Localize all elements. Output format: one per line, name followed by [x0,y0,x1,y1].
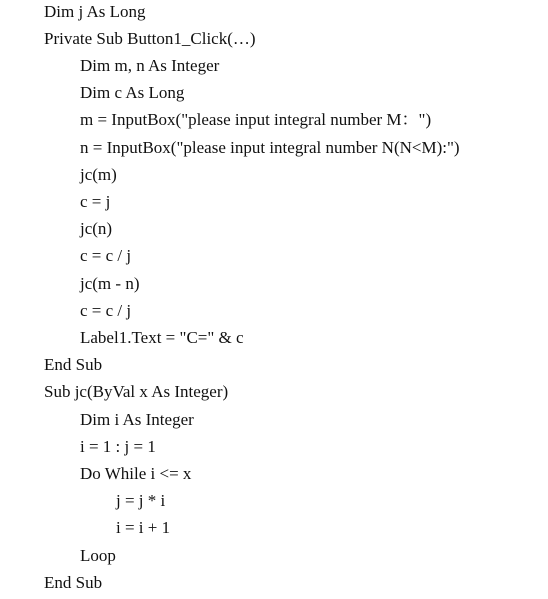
code-line: End Sub [44,355,103,374]
code-line: Dim m, n As Integer [80,56,220,75]
code-line: Sub jc(ByVal x As Integer) [44,382,229,401]
code-line: Private Sub Button1_Click(…) [44,29,256,48]
code-line: End Sub [44,573,103,592]
code-line: c = c / j [80,246,132,265]
code-line: c = j [80,192,111,211]
code-line: Loop [80,546,116,565]
code-line: Dim i As Integer [80,410,194,429]
code-line: Dim c As Long [80,83,185,102]
code-line: Dim j As Long [44,2,146,21]
code-line: jc(m - n) [80,274,140,293]
code-line: j = j * i [116,491,166,510]
code-line: Do While i <= x [80,464,192,483]
code-line: i = 1 : j = 1 [80,437,156,456]
code-line: jc(n) [80,219,113,238]
code-line: n = InputBox("please input integral number N(N<M):") [80,138,460,157]
code-line: jc(m) [80,165,117,184]
code-line: c = c / j [80,301,132,320]
code-line: i = i + 1 [116,518,171,537]
code-line: Label1.Text = "C=" & c [80,328,244,347]
code-line: m = InputBox("please input integral number M：") [80,110,432,129]
